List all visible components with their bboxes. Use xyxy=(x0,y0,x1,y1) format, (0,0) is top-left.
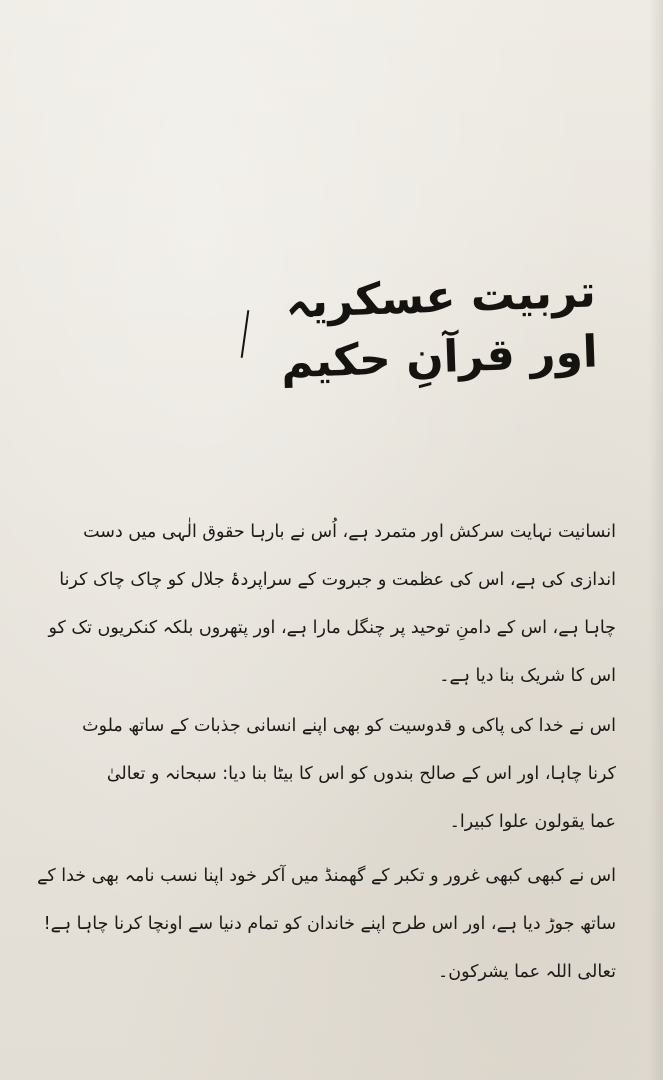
body-text xyxy=(37,508,616,996)
text-line: اس نے خدا کی پاکی و قدوسیت کو بھی اپنے انسانی جذبات کے ساتھ ملوث xyxy=(82,716,616,736)
text-line: اندازی کی ہے، اس کی عظمت و جبروت کے سراپردۂ جلال کو چاک چاک کرنا xyxy=(59,570,616,590)
text-line: عما یقولون علوا کبیرا۔ xyxy=(449,812,616,832)
text-line: تعالی اللہ عما یشرکون۔ xyxy=(438,962,616,982)
text-line: انسانیت نہایت سرکش اور متمرد ہے، اُس نے بارہا حقوق الٰہی میں دست xyxy=(83,522,616,542)
paragraph-3 xyxy=(37,852,616,996)
chapter-title: تربیت عسکریہ اور قرآنِ حکیم xyxy=(280,266,599,389)
chapter-title-block xyxy=(236,222,606,389)
page-edge-shadow xyxy=(649,0,663,1080)
paragraph-1 xyxy=(48,508,616,700)
text-line: چاہا ہے، اس کے دامنِ توحید پر چنگل مارا ہے، اور پتھروں بلکہ کنکریوں تک کو xyxy=(48,618,616,638)
paragraph-2 xyxy=(56,702,616,846)
text-line: ساتھ جوڑ دیا ہے، اور اس طرح اپنے خاندان کو تمام دنیا سے اونچا کرنا چاہا ہے! xyxy=(43,914,616,934)
text-line: اس کا شریک بنا دیا ہے۔ xyxy=(439,666,616,686)
text-line: اس نے کبھی کبھی غرور و تکبر کے گھمنڈ میں آکر خود اپنا نسب نامہ بھی خدا کے xyxy=(37,866,616,886)
text-line: کرنا چاہا، اور اس کے صالح بندوں کو اس کا بیٹا بنا دیا: سبحانہ و تعالیٰ xyxy=(106,764,616,784)
